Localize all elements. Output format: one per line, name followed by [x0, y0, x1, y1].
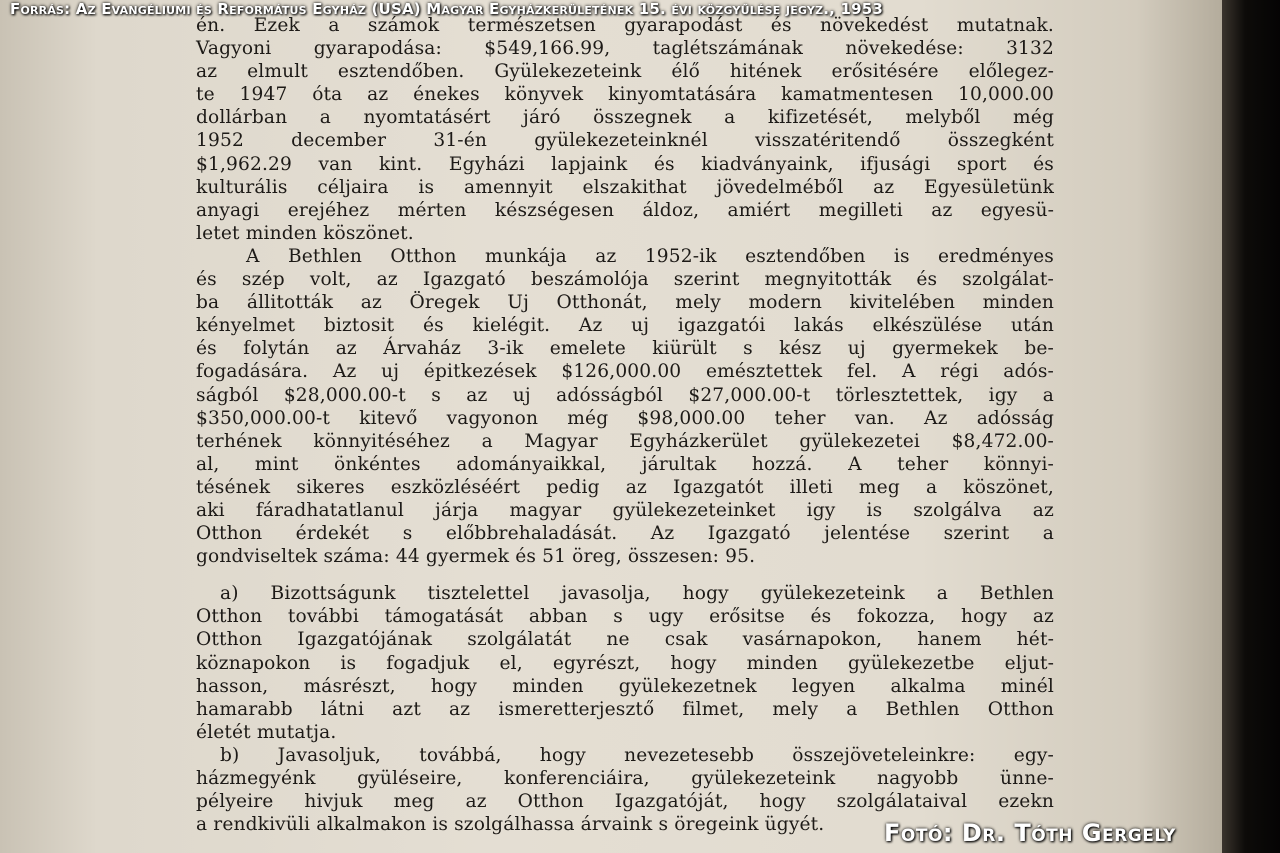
text-line: ságból $28,000.00-t s az uj adósságból $27,000.00-t törlesztettek, igy a [196, 384, 1054, 406]
text-line: anyagi erejéhez mérten készségesen áldoz, amiért megilleti az egyesü- [196, 199, 1054, 221]
text-line: az elmult esztendőben. Gyülekezeteink élő hitének erősitésére előlegez- [196, 61, 1054, 83]
text-line: 1952 december 31-én gyülekezeteinknél visszatéritendő összegként [196, 130, 1054, 152]
text-line: a rendkivüli alkalmakon is szolgálhassa árvaink s öregeink ügyét. [196, 814, 825, 836]
text-line: te 1947 óta az énekes könyvek kinyomtatására kamatmentesen 10,000.00 [196, 84, 1054, 106]
text-line: Vagyoni gyarapodása: $549,166.99, taglétszámának növekedése: 3132 [196, 38, 1054, 60]
text-line: hamarabb látni azt az ismeretterjesztő filmet, mely a Bethlen Otthon [196, 698, 1054, 720]
paragraph-2 [196, 245, 1054, 568]
text-line: ba állitották az Öregek Uj Otthonát, mely modern kivitelében minden [196, 292, 1054, 314]
item-a [196, 582, 1054, 744]
book-edge-shadow [1222, 0, 1280, 853]
text-line: én. Ezek a számok természetsen gyarapodást és növekedést mutatnak. [196, 15, 1054, 36]
text-line: és folytán az Árvaház 3-ik emelete kiürült s kész uj gyermekek be- [196, 338, 1054, 360]
text-line: hasson, másrészt, hogy minden gyülekezetnek legyen alkalma minél [196, 675, 1054, 697]
paragraph-1 [196, 14, 1054, 245]
text-line: A Bethlen Otthon munkája az 1952-ik esztendőben is eredményes [246, 245, 1054, 267]
text-line: kulturális céljaira is amennyit elszakithat jövedelméből az Egyesületünk [196, 176, 1054, 198]
text-line: aki fáradhatatlanul járja magyar gyülekezeteinket igy is szolgálva az [196, 499, 1054, 521]
text-line: al, mint önkéntes adományaikkal, járultak hozzá. A teher könnyi- [196, 453, 1054, 475]
text-line: $350,000.00-t kitevő vagyonon még $98,000.00 teher van. Az adósság [196, 407, 1054, 429]
source-caption: Forrás: Az Evangéliumi és Református Egyház (USA) Magyar Egyházkerületének 15. évi közgyűlése jegyz., 1953 [10, 0, 884, 18]
text-line: $1,962.29 van kint. Egyházi lapjaink és kiadványaink, ifjusági sport és [196, 153, 1054, 175]
page-text [196, 14, 1054, 836]
text-line: b) Javasoljuk, továbbá, hogy nevezetesebb összejöveteleinkre: egy- [220, 744, 1054, 766]
text-line: köznapokon is fogadjuk el, egyrészt, hogy minden gyülekezetbe eljut- [196, 652, 1054, 674]
text-line: kényelmet biztosit és kielégit. Az uj igazgatói lakás elkészülése után [196, 315, 1054, 337]
text-line: házmegyénk gyüléseire, konferenciáira, gyülekezeteink nagyobb ünne- [196, 768, 1054, 789]
text-line: fogadására. Az uj épitkezések $126,000.00 emésztettek fel. A régi adós- [196, 361, 1054, 383]
text-line: dollárban a nyomtatásért járó összegnek a kifizetését, melyből még [196, 107, 1054, 129]
text-line: és szép volt, az Igazgató beszámolója szerint megnyitották és szolgálat- [196, 269, 1054, 291]
text-line: gondviseltek száma: 44 gyermek és 51 öreg, összesen: 95. [196, 546, 756, 568]
text-line: Otthon Igazgatójának szolgálatát ne csak vasárnapokon, hanem hét- [196, 629, 1054, 651]
photo-credit: Fotó: Dr. Tóth Gergely [884, 819, 1176, 847]
text-line: Otthon érdekét s előbbrehaladását. Az Igazgató jelentése szerint a [196, 523, 1054, 545]
text-line: Otthon további támogatását abban s ugy erősitse és fokozza, hogy az [196, 606, 1054, 628]
text-line: a) Bizottságunk tisztelettel javasolja, hogy gyülekezeteink a Bethlen [220, 583, 1054, 605]
text-line: pélyeire hivjuk meg az Otthon Igazgatóját, hogy szolgálataival ezekn [196, 791, 1054, 813]
text-line: letet minden köszönet. [196, 222, 414, 244]
text-line: tésének sikeres eszközléséért pedig az Igazgatót illeti meg a köszönet, [196, 476, 1054, 498]
text-line: életét mutatja. [196, 721, 337, 743]
text-line: terhének könnyitéséhez a Magyar Egyházkerület gyülekezetei $8,472.00- [196, 430, 1054, 452]
